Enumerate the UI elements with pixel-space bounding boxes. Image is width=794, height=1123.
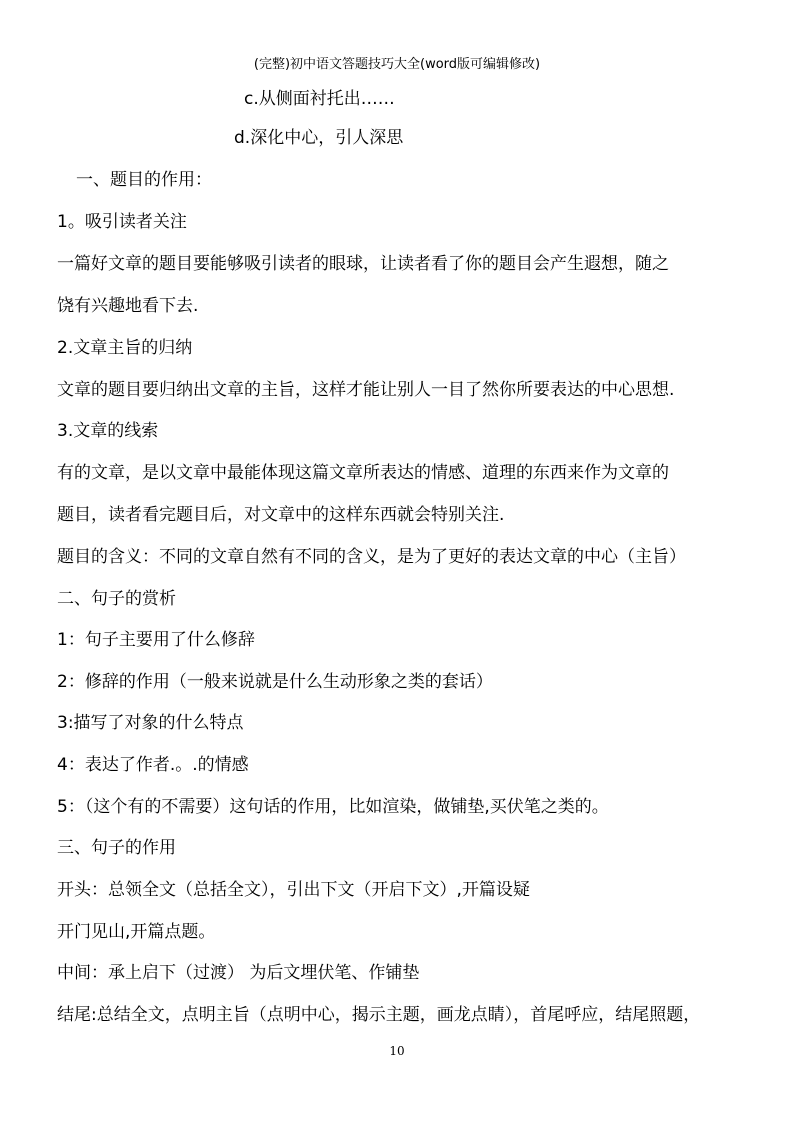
list-item: 1：句子主要用了什么修辞 (57, 630, 255, 650)
section-heading-sentence-function: 三、句子的作用 (57, 838, 176, 858)
paragraph-line: 开头：总领全文（总括全文），引出下文（开启下文）,开篇设疑 (57, 880, 530, 900)
list-item: 5：（这个有的不需要）这句话的作用，比如渲染，做铺垫,买伏笔之类的。 (57, 797, 609, 817)
section-heading-sentence-appreciation: 二、句子的赏析 (57, 589, 176, 609)
paragraph-line: 题目的含义：不同的文章自然有不同的含义，是为了更好的表达文章的中心（主旨） (57, 547, 686, 567)
paragraph-line: 开门见山,开篇点题。 (57, 922, 216, 942)
paragraph-line: 题目，读者看完题目后，对文章中的这样东西就会特别关注. (57, 505, 505, 525)
point-title-clue: 3.文章的线索 (57, 421, 159, 441)
point-title-theme-summary: 2.文章主旨的归纳 (57, 338, 193, 358)
paragraph-line: 饶有兴趣地看下去. (57, 296, 199, 316)
section-heading-title-function: 一、题目的作用： (76, 170, 212, 190)
paragraph-line: 一篇好文章的题目要能够吸引读者的眼球，让读者看了你的题目会产生遐想，随之 (57, 254, 669, 274)
paragraph-line: 中间：承上启下（过渡） 为后文埋伏笔、作铺垫 (57, 963, 420, 983)
list-item: 4：表达了作者.。.的情感 (57, 755, 249, 775)
list-item: 2：修辞的作用（一般来说就是什么生动形象之类的套话） (57, 672, 493, 692)
paragraph-line: 有的文章，是以文章中最能体现这篇文章所表达的情感、道理的东西来作为文章的 (57, 463, 669, 483)
list-item-d: d.深化中心，引人深思 (234, 128, 404, 148)
page-header: (完整)初中语文答题技巧大全(word版可编辑修改) (253, 57, 541, 72)
paragraph-line: 文章的题目要归纳出文章的主旨，这样才能让别人一目了然你所要表达的中心思想. (57, 380, 675, 400)
page-number: 10 (389, 1044, 405, 1058)
list-item: 3:描写了对象的什么特点 (57, 713, 244, 733)
list-item-c: c.从侧面衬托出…… (244, 89, 395, 109)
point-title-attract-readers: 1。吸引读者关注 (57, 212, 187, 232)
paragraph-line: 结尾:总结全文，点明主旨（点明中心，揭示主题，画龙点睛），首尾呼应，结尾照题， (57, 1005, 701, 1025)
